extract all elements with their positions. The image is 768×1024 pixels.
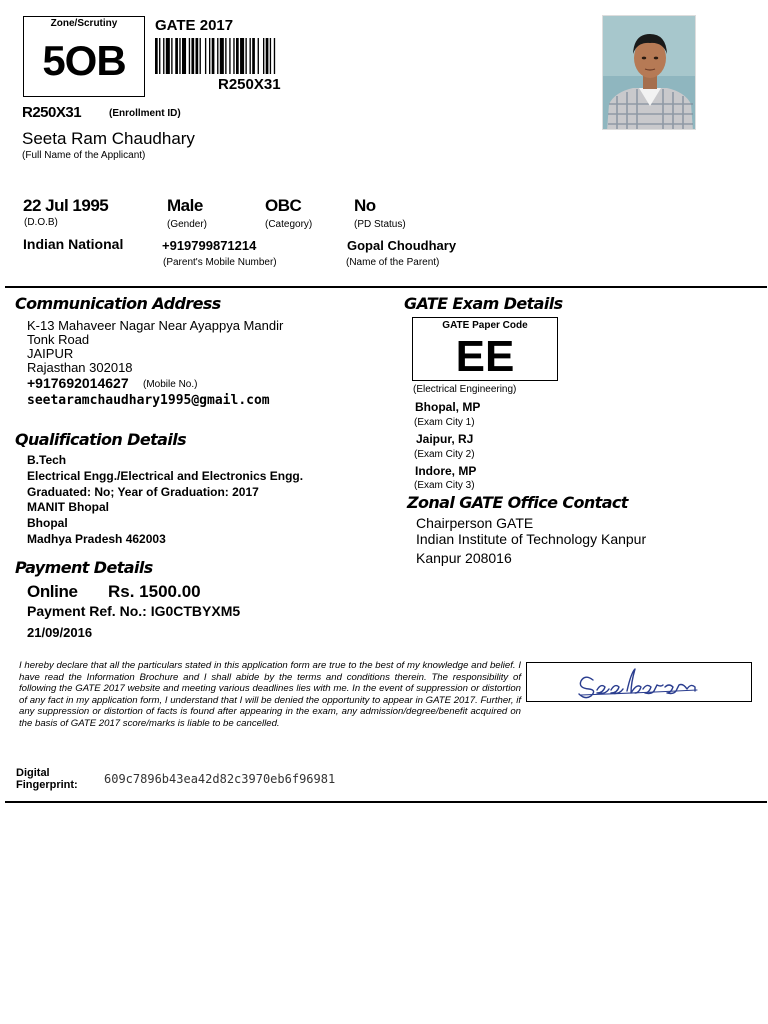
qualification-discipline: Electrical Engg./Electrical and Electronics Engg. — [27, 469, 304, 483]
exam-city-2-label: (Exam City 2) — [414, 449, 475, 460]
payment-date: 21/09/2016 — [27, 625, 93, 640]
qualification-city: Bhopal — [27, 516, 68, 530]
zone-scrutiny-box — [23, 16, 145, 97]
address-line3: JAIPUR — [27, 346, 74, 361]
fingerprint-label-line1: Digital — [16, 767, 50, 779]
exam-city-1-label: (Exam City 1) — [414, 417, 475, 428]
parent-mobile-label: (Parent's Mobile Number) — [163, 257, 277, 268]
payment-ref: Payment Ref. No.: IG0CTBYXM5 — [27, 603, 241, 619]
fingerprint-label-line2: Fingerprint: — [16, 779, 78, 791]
address-line4: Rajasthan 302018 — [27, 360, 133, 375]
parent-mobile: +919799871214 — [162, 238, 257, 253]
address-line2: Tonk Road — [27, 332, 90, 347]
barcode-text: R250X31 — [218, 76, 281, 93]
signature-box — [526, 662, 752, 702]
exam-city-2: Jaipur, RJ — [416, 432, 474, 446]
exam-details-title: GATE Exam Details — [404, 294, 563, 313]
parent-name: Gopal Choudhary — [347, 238, 457, 253]
gender-label: (Gender) — [167, 219, 208, 230]
exam-title: GATE 2017 — [155, 17, 234, 34]
zonal-line3: Kanpur 208016 — [416, 550, 512, 566]
signature-image — [527, 663, 753, 703]
mobile-number: +917692014627 — [27, 375, 129, 391]
pd-status-value: No — [354, 196, 376, 215]
category-value: OBC — [265, 196, 302, 215]
fingerprint-value: 609c7896b43ea42d82c3970eb6f96981 — [104, 772, 336, 786]
exam-city-3: Indore, MP — [415, 464, 477, 478]
address-line1: K-13 Mahaveer Nagar Near Ayappya Mandir — [27, 318, 284, 333]
exam-city-1: Bhopal, MP — [415, 400, 481, 414]
enrollment-id: R250X31 — [22, 104, 82, 121]
paper-code-box — [412, 317, 558, 381]
applicant-name: Seeta Ram Chaudhary — [22, 129, 195, 148]
category-label: (Category) — [265, 219, 313, 230]
paper-name: (Electrical Engineering) — [413, 384, 517, 395]
payment-amount: Rs. 1500.00 — [108, 582, 201, 601]
payment-title: Payment Details — [15, 558, 153, 577]
email-address: seetaramchaudhary1995@gmail.com — [27, 393, 270, 408]
dob-label: (D.O.B) — [24, 217, 58, 228]
applicant-name-label: (Full Name of the Applicant) — [22, 150, 146, 161]
qualification-title: Qualification Details — [15, 430, 187, 449]
enrollment-id-label: (Enrollment ID) — [109, 108, 181, 119]
qualification-graduation: Graduated: No; Year of Graduation: 2017 — [27, 485, 259, 499]
paper-code-label: GATE Paper Code — [442, 320, 528, 331]
qualification-degree: B.Tech — [27, 453, 67, 467]
parent-name-label: (Name of the Parent) — [346, 257, 440, 268]
pd-status-label: (PD Status) — [354, 219, 406, 230]
zonal-line2: Indian Institute of Technology Kanpur — [416, 531, 647, 547]
zonal-office-title: Zonal GATE Office Contact — [407, 493, 628, 512]
zone-label: Zone/Scrutiny — [50, 18, 118, 29]
communication-title: Communication Address — [15, 294, 221, 313]
payment-mode: Online — [27, 582, 78, 601]
mobile-label: (Mobile No.) — [143, 379, 198, 390]
nationality: Indian National — [23, 236, 124, 252]
qualification-state: Madhya Pradesh 462003 — [27, 532, 166, 546]
applicant-photo — [602, 15, 696, 130]
dob-value: 22 Jul 1995 — [23, 196, 109, 215]
exam-city-3-label: (Exam City 3) — [414, 480, 475, 491]
barcode — [155, 38, 335, 74]
zone-code: 5OB — [42, 37, 126, 84]
qualification-college: MANIT Bhopal — [27, 500, 109, 514]
divider-top — [5, 286, 767, 288]
divider-bottom — [5, 801, 767, 803]
gender-value: Male — [167, 196, 203, 215]
zonal-line1: Chairperson GATE — [416, 515, 534, 531]
paper-code: EE — [455, 332, 515, 381]
declaration-text: I hereby declare that all the particulars stated in this application form are true to the best of my knowledge and belief. I have read the Information Brochure and I shall abide by the terms and conditions therein. The responsibility of following the GATE 2017 website and meeting various deadlines lies with me. In the event of suppression or distortion of any fact in my application form, I understand that I will be denied the opportunity to appear in GATE 2017. Further, if any suppression or distortion of facts is found after appearing in the exam, any admission/degree/benefit acquired on the basis of GATE 2017 score/marks is liable to be cancelled. — [19, 660, 521, 729]
